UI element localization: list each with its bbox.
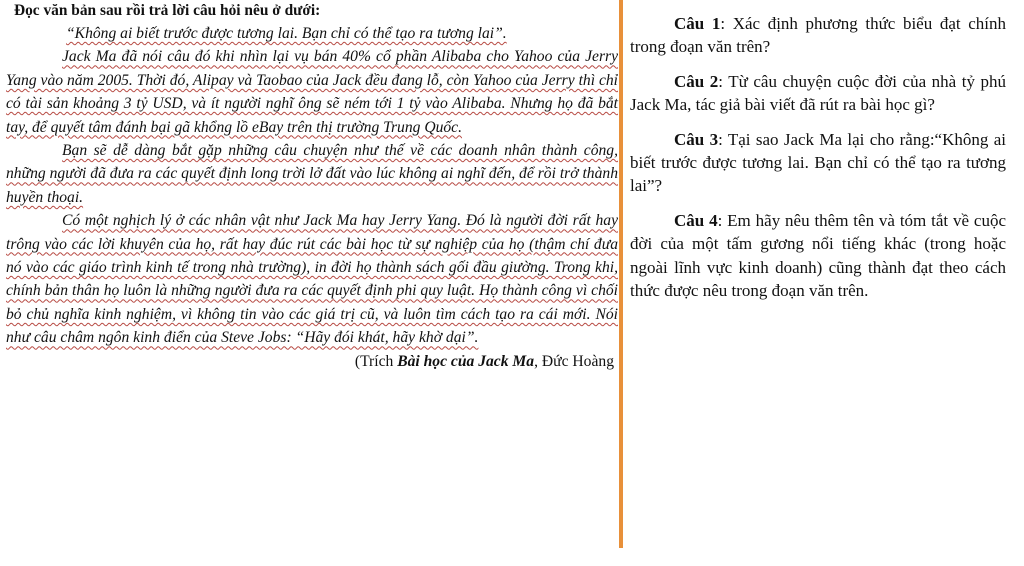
passage-paragraph-3: Bạn sẽ dễ dàng bắt gặp những câu chuyện như thế về các doanh nhân thành công, những người đã đưa ra các quyết định long trời lở đất vào lúc không ai nghĩ đến, để rồi trở thành huyền thoại. — [6, 142, 618, 206]
question-2-label: Câu 2 — [674, 71, 719, 91]
instruction-heading: Đọc văn bản sau rồi trả lời câu hỏi nêu ở dưới: — [14, 2, 321, 19]
question-4-text: : Em hãy nêu thêm tên và tóm tắt về cuộc đời của một tấm gương nổi tiếng khác (trong hoặc ngoài lĩnh vực kinh doanh) cũng thành đạt theo cách thức được nêu trong đoạn văn trên. — [630, 210, 1006, 301]
question-2-text: : Từ câu chuyện cuộc đời của nhà tỷ phú Jack Ma, tác giả bài viết đã rút ra bài học gì? — [630, 71, 1007, 115]
question-1-label: Câu 1 — [674, 14, 721, 33]
passage-paragraph-2: Jack Ma đã nói câu đó khi nhìn lại vụ bán 40% cổ phần Alibaba cho Yahoo của Jerry Yang vào năm 2005. Thời đó, Alipay và Taobao của Jack đều đang lỗ, còn Yahoo của Jerry thì chỉ có tài sản khoảng 3 tỷ USD, và ít người nghĩ ông sẽ ném tới 1 tỷ vào Alibaba. Nhưng họ đã bắt tay, để quyết tâm đánh bại gã khổng lồ eBay trên thị trường Trung Quốc. — [6, 48, 618, 136]
passage-paragraph-1: “Không ai biết trước được tương lai. Bạn chỉ có thể tạo ra tương lai”. — [66, 25, 507, 42]
source-author: , Đức Hoàng — [534, 352, 614, 370]
passage-source — [6, 350, 618, 373]
questions-column — [630, 12, 1006, 302]
question-3 — [630, 128, 1006, 198]
question-3-text: : Tại sao Jack Ma lại cho rằng:“Không ai biết trước được tương lai. Bạn chỉ có thể tạo ra tương lai”? — [630, 129, 1006, 196]
question-2 — [630, 70, 1006, 117]
column-divider — [619, 0, 623, 548]
question-3-label: Câu 3 — [674, 129, 719, 149]
source-prefix: (Trích — [354, 352, 398, 370]
question-1-text: : Xác định phương thức biểu đạt chính trong đoạn văn trên? — [630, 14, 1006, 57]
question-1 — [630, 12, 1006, 59]
reading-passage — [6, 2, 618, 373]
source-title: Bài học của Jack Ma — [397, 352, 535, 370]
question-4 — [630, 209, 1006, 303]
question-4-label: Câu 4 — [674, 210, 718, 230]
passage-paragraph-4: Có một nghịch lý ở các nhân vật như Jack Ma hay Jerry Yang. Đó là người đời rất hay trông vào các lời khuyên của họ, rất hay đúc rút các bài học từ sự nghiệp của họ (thậm chí đưa nó vào các giáo trình kinh tế trong nhà trường), in đời họ thành sách gối đầu giường. Trong khi, chính bản thân họ luôn là những người đưa ra các quyết định phi quy luật. Họ thành công vì chối bỏ chủ nghĩa kinh nghiệm, vì không tin vào các giá trị cũ, và luôn tìm cách tạo ra cái mới. Nói như câu châm ngôn kinh điển của Steve Jobs: “Hãy đói khát, hãy khờ dại”. — [6, 212, 618, 347]
